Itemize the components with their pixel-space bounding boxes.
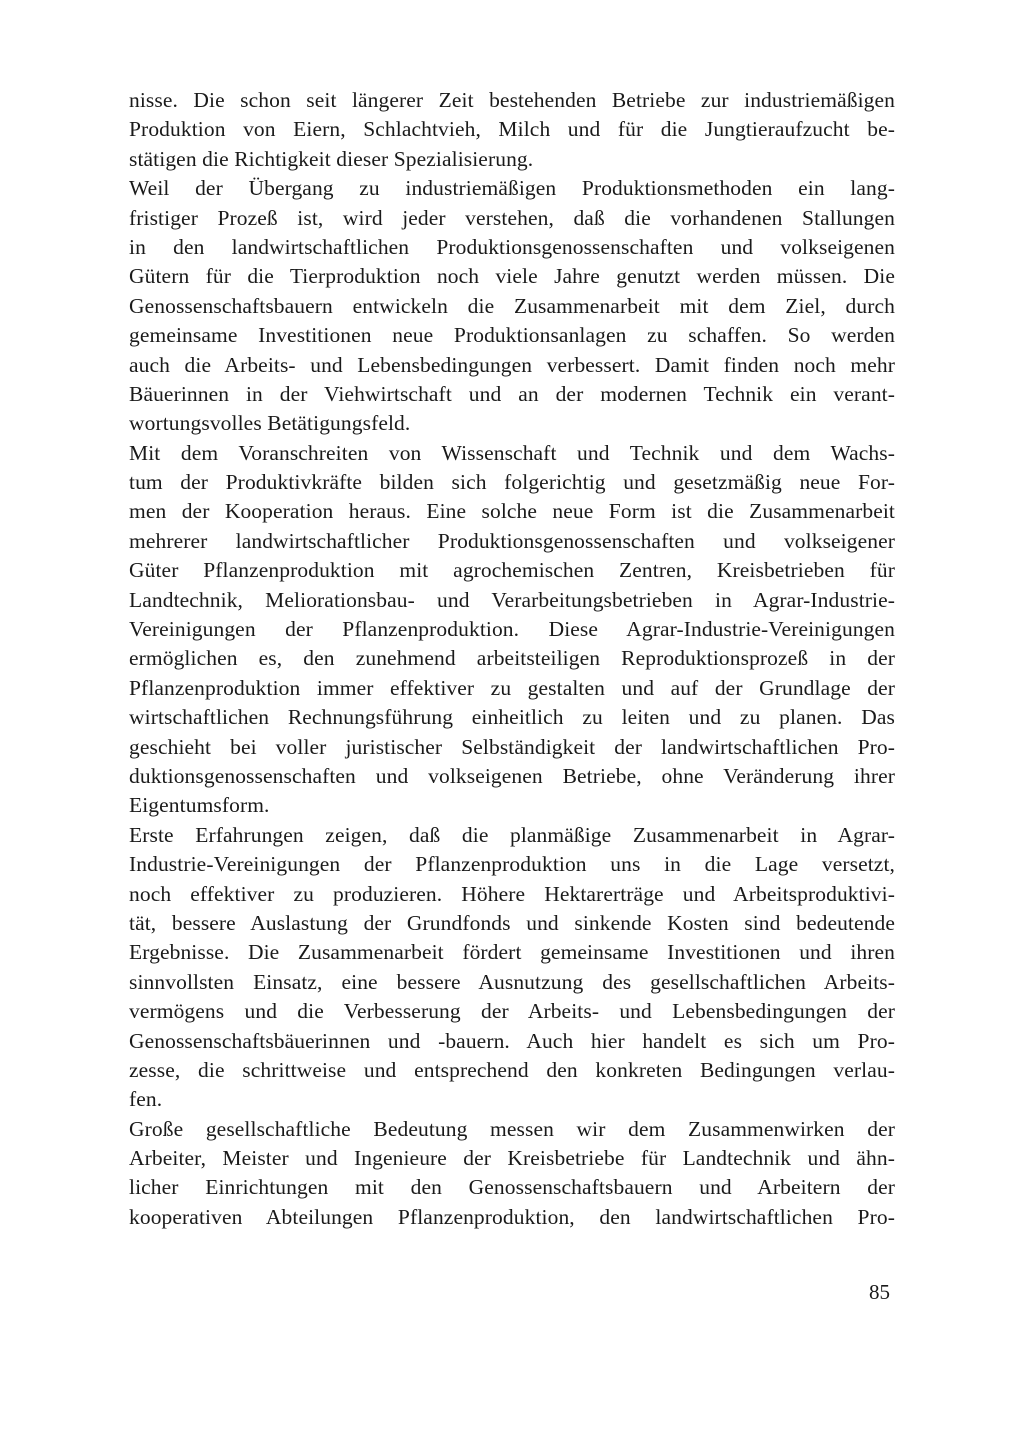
text-line: men der Kooperation heraus. Eine solche neue Form ist die Zusammenarbeit	[129, 499, 895, 524]
text-line: licher Einrichtungen mit den Genossenschaftsbauern und Arbeitern der	[129, 1175, 895, 1200]
text-line: in den landwirtschaftlichen Produktionsgenossenschaften und volkseigenen	[129, 234, 895, 259]
text-line: mehrerer landwirtschaftlicher Produktionsgenossenschaften und volkseigener	[129, 528, 895, 553]
text-line: Eigentumsform.	[129, 793, 270, 818]
text-line: Mit dem Voranschreiten von Wissenschaft und Technik und dem Wachs-	[129, 440, 895, 465]
text-line: Vereinigungen der Pflanzenproduktion. Diese Agrar-Industrie-Vereinigungen	[129, 617, 895, 642]
text-line: Gütern für die Tierproduktion noch viele Jahre genutzt werden müssen. Die	[129, 264, 895, 289]
paragraph	[129, 174, 895, 439]
text-line: Bäuerinnen in der Viehwirtschaft und an der modernen Technik ein verant-	[129, 381, 895, 406]
text-line: kooperativen Abteilungen Pflanzenproduktion, den landwirtschaftlichen Pro-	[129, 1204, 895, 1229]
body-text	[129, 86, 895, 1232]
paragraph	[129, 1115, 895, 1233]
text-line: Güter Pflanzenproduktion mit agrochemischen Zentren, Kreisbetrieben für	[129, 558, 895, 583]
text-line: fristiger Prozeß ist, wird jeder verstehen, daß die vorhandenen Stallungen	[129, 205, 895, 230]
text-line: Landtechnik, Meliorationsbau- und Verarbeitungsbetrieben in Agrar-Industrie-	[129, 587, 895, 612]
text-line: ermöglichen es, den zunehmend arbeitsteiligen Reproduktionsprozeß in der	[129, 646, 895, 671]
text-line: zesse, die schrittweise und entsprechend den konkreten Bedingungen verlau-	[129, 1057, 895, 1082]
text-line: stätigen die Richtigkeit dieser Spezialisierung.	[129, 146, 534, 171]
text-line: tät, bessere Auslastung der Grundfonds und sinkende Kosten sind bedeutende	[129, 910, 895, 935]
text-line: sinnvollsten Einsatz, eine bessere Ausnutzung des gesellschaftlichen Arbeits-	[129, 969, 895, 994]
page-number: 85	[869, 1280, 890, 1304]
text-line: Erste Erfahrungen zeigen, daß die planmäßige Zusammenarbeit in Agrar-	[129, 822, 895, 847]
text-line: duktionsgenossenschaften und volkseigenen Betriebe, ohne Veränderung ihrer	[129, 763, 895, 788]
text-line: Industrie-Vereinigungen der Pflanzenproduktion uns in die Lage versetzt,	[129, 852, 895, 877]
text-line: auch die Arbeits- und Lebensbedingungen verbessert. Damit finden noch mehr	[129, 352, 895, 377]
text-line: gemeinsame Investitionen neue Produktionsanlagen zu schaffen. So werden	[129, 323, 895, 348]
text-line: Pflanzenproduktion immer effektiver zu gestalten und auf der Grundlage der	[129, 675, 895, 700]
text-line: noch effektiver zu produzieren. Höhere Hektarerträge und Arbeitsproduktivi-	[129, 881, 895, 906]
text-line: wortungsvolles Betätigungsfeld.	[129, 411, 411, 436]
paragraph	[129, 86, 895, 174]
text-line: geschieht bei voller juristischer Selbständigkeit der landwirtschaftlichen Pro-	[129, 734, 895, 759]
text-line: Weil der Übergang zu industriemäßigen Produktionsmethoden ein lang-	[129, 176, 895, 201]
text-line: wirtschaftlichen Rechnungsführung einheitlich zu leiten und zu planen. Das	[129, 705, 895, 730]
text-line: nisse. Die schon seit längerer Zeit bestehenden Betriebe zur industriemäßigen	[129, 88, 895, 112]
text-line: tum der Produktivkräfte bilden sich folgerichtig und gesetzmäßig neue For-	[129, 470, 895, 495]
text-line: Produktion von Eiern, Schlachtvieh, Milch und für die Jungtieraufzucht be-	[129, 117, 895, 142]
paragraph	[129, 821, 895, 1115]
text-line: vermögens und die Verbesserung der Arbeits- und Lebensbedingungen der	[129, 999, 895, 1024]
text-line: Genossenschaftsbäuerinnen und -bauern. Auch hier handelt es sich um Pro-	[129, 1028, 895, 1053]
text-line: Große gesellschaftliche Bedeutung messen wir dem Zusammenwirken der	[129, 1116, 895, 1141]
text-line: Arbeiter, Meister und Ingenieure der Kreisbetriebe für Landtechnik und ähn-	[129, 1146, 895, 1171]
paragraph	[129, 439, 895, 821]
text-line: Ergebnisse. Die Zusammenarbeit fördert gemeinsame Investitionen und ihren	[129, 940, 895, 965]
text-line: Genossenschaftsbauern entwickeln die Zusammenarbeit mit dem Ziel, durch	[129, 293, 895, 318]
text-line: fen.	[129, 1087, 163, 1112]
